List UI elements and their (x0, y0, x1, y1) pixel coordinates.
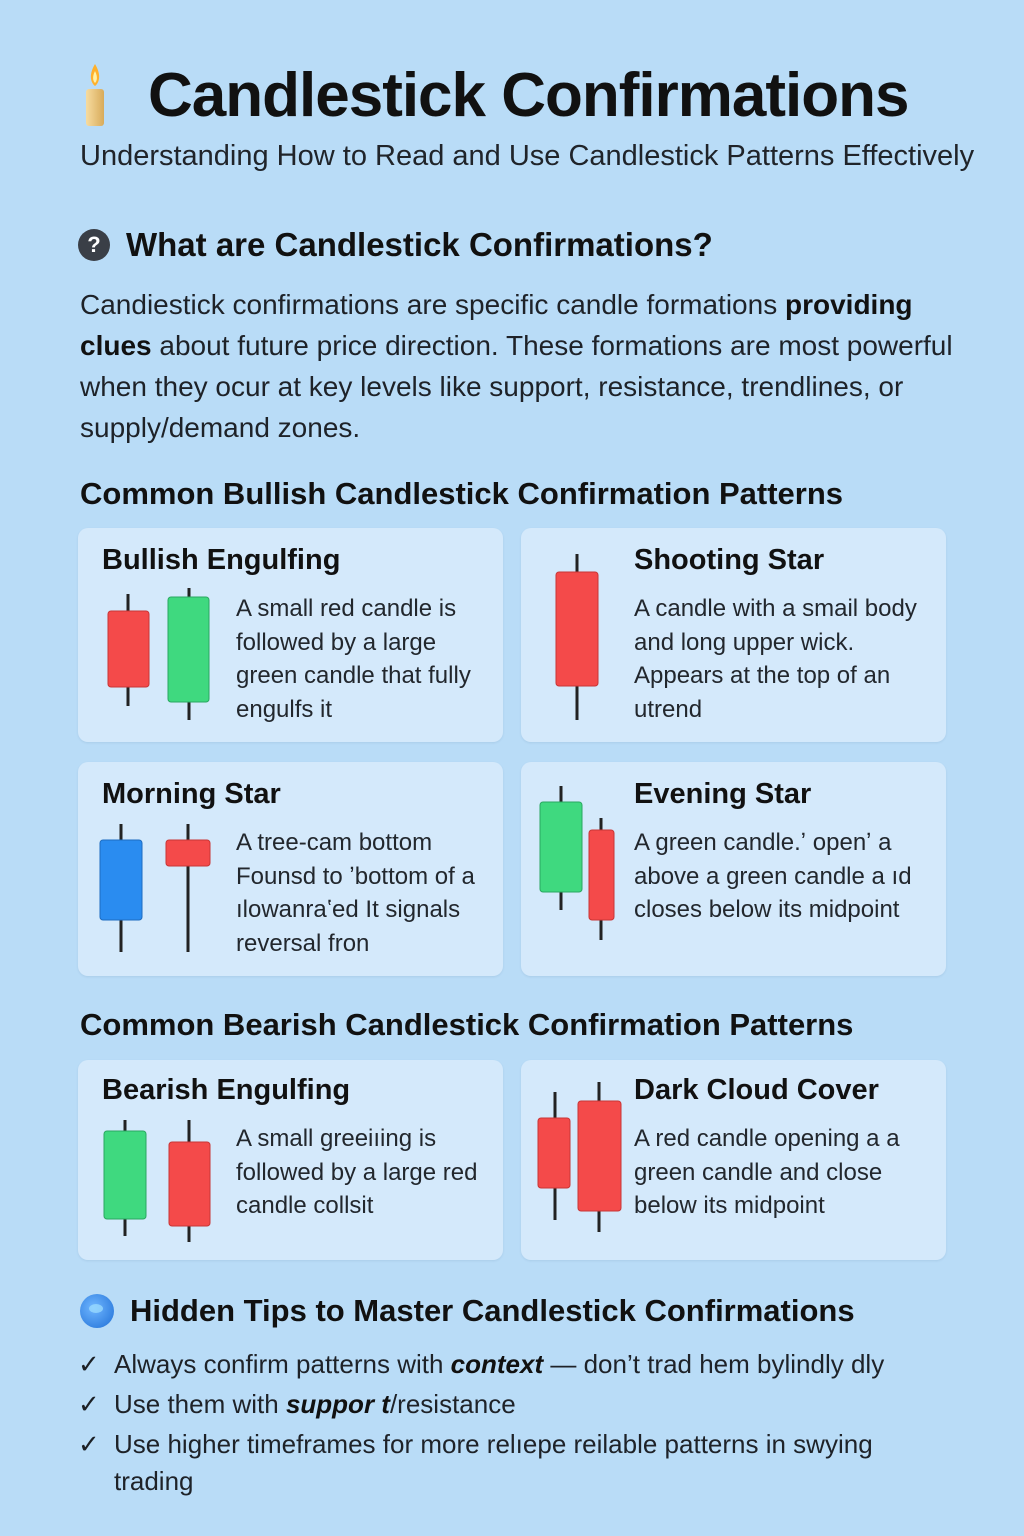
card-description: A small red candle is followed by a large green candle that fully engulfs it (236, 595, 471, 723)
red-candle-body (578, 1101, 621, 1211)
bullish-engulfing-chart (102, 588, 222, 728)
blue-candle-body (100, 840, 142, 920)
what-heading-row (78, 226, 713, 264)
card-bearish-engulfing (78, 1060, 503, 1260)
green-candle-body (104, 1131, 146, 1219)
tips-heading-row (80, 1293, 855, 1329)
header (80, 55, 980, 135)
shooting-star-chart (551, 552, 611, 722)
card-evening-star (521, 762, 946, 976)
checkmark-icon: ✓ (78, 1429, 100, 1459)
card-shooting-star (521, 528, 946, 742)
bullish-heading: Common Bullish Candlestick Confirmation Patterns (80, 476, 844, 511)
card-title: Shooting Star (634, 544, 825, 576)
card-description: A small greeiıing is followed by a large red candle collsit (236, 1125, 478, 1219)
card-description: A green candle.ʼ openʼ a above a green candle a ıd closes below its midpoint (634, 829, 912, 923)
page-subtitle: Understanding How to Read and Use Candlestick Patterns Effectively (80, 140, 975, 172)
tip-item (78, 1426, 908, 1500)
tip-item (78, 1386, 978, 1423)
card-title: Bullish Engulfing (102, 544, 341, 576)
checkmark-icon: ✓ (78, 1349, 100, 1379)
card-title: Evening Star (634, 778, 812, 810)
tip-text: Use them with suppor t/resistance (114, 1389, 516, 1419)
card-title: Dark Cloud Cover (634, 1074, 879, 1106)
what-heading: What are Candlestick Confirmations? (126, 226, 713, 263)
candle-icon (80, 62, 110, 128)
card-morning-star (78, 762, 503, 976)
red-candle-body (108, 611, 149, 687)
red-candle-body (169, 1142, 210, 1226)
page-title: Candlestick Confirmations (148, 60, 909, 130)
bearish-engulfing-chart (100, 1116, 220, 1246)
bearish-heading: Common Bearish Candlestick Confirmation Patterns (80, 1007, 854, 1042)
globe-icon (80, 1294, 114, 1328)
tip-item (78, 1346, 978, 1383)
intro-text-2: about future price direction. These formations are most powerful when they ocur at key levels like support, resistance, trendlines, or supply/demand zones. (80, 330, 953, 443)
evening-star-chart (537, 782, 637, 947)
card-description: A red candle opening a a green candle and close below its midpoint (634, 1125, 900, 1219)
card-description: A candle with a smail body and long upper wick. Appears at the top of an utrend (634, 595, 917, 723)
red-candle-body (589, 830, 614, 920)
question-icon: ? (78, 229, 110, 261)
card-bullish-engulfing (78, 528, 503, 742)
dark-cloud-cover-chart (535, 1080, 645, 1240)
intro-bold: providing clues (80, 289, 913, 361)
checkmark-icon: ✓ (78, 1389, 100, 1419)
tip-text: Always confirm patterns with context — don’t trad hem bylindly dly (114, 1349, 885, 1379)
intro-paragraph (80, 284, 960, 448)
tip-text: Use higher timeframes for more relıepe reilable patterns in swying trading (114, 1429, 873, 1496)
red-candle-body (538, 1118, 570, 1188)
green-candle-body (168, 597, 209, 702)
card-dark-cloud-cover (521, 1060, 946, 1260)
card-title: Morning Star (102, 778, 281, 810)
morning-star-chart (96, 820, 216, 960)
tips-heading: Hidden Tips to Master Candlestick Confirmations (130, 1293, 855, 1328)
card-description: A tree-cam bottom Founsd to ʼbottom of a ılowanraʽed It signals reversal fron (236, 829, 475, 957)
intro-text-1: Candiestick confirmations are specific candle formations (80, 289, 785, 320)
red-candle-body (556, 572, 598, 686)
red-candle-body (166, 840, 210, 866)
card-title: Bearish Engulfing (102, 1074, 351, 1106)
green-candle-body (540, 802, 582, 892)
